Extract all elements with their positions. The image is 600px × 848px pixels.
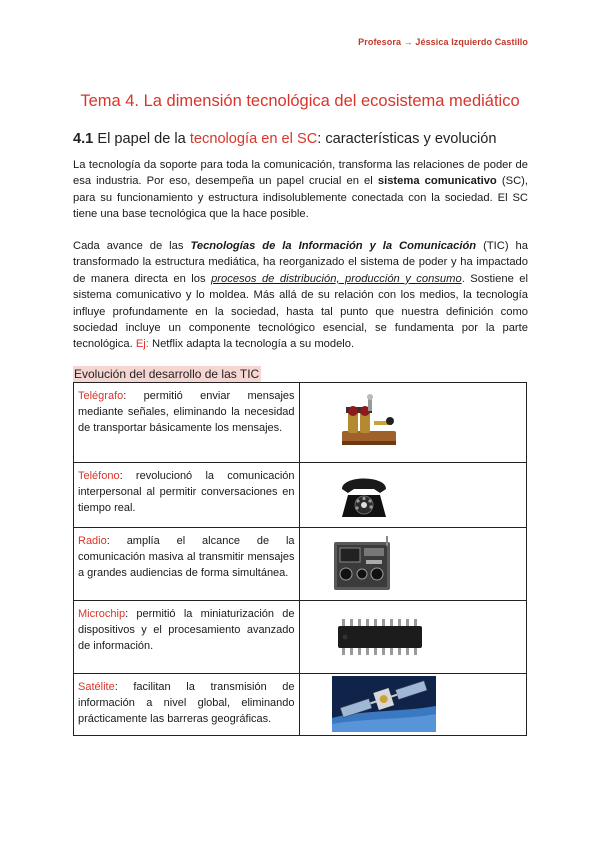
table-cell-image bbox=[299, 601, 526, 674]
term: Telégrafo bbox=[78, 390, 124, 402]
table-cell-description bbox=[74, 674, 300, 736]
table-row bbox=[74, 528, 527, 601]
table-cell-description bbox=[74, 601, 300, 674]
table-cell-image bbox=[299, 528, 526, 601]
paragraph-1 bbox=[73, 157, 528, 223]
section-heading-highlight: tecnología en el SC bbox=[189, 131, 318, 147]
microchip-icon bbox=[336, 619, 428, 655]
example-label: Ej: bbox=[135, 338, 149, 351]
paragraph-2-mid: (TIC) ha transformado la estructura mediática, ha reorganizado el sistema de poder y ha impactado de manera directa en los bbox=[73, 240, 528, 285]
term: Radio bbox=[78, 535, 107, 547]
paragraph-1-bold: sistema comunicativo bbox=[377, 175, 497, 188]
term-description: : revolucionó la comunicación interpersonal al permitir conversaciones en tiempo real. bbox=[78, 470, 295, 514]
table-cell-description bbox=[74, 528, 300, 601]
section-heading-text-before: El papel de la bbox=[93, 131, 190, 147]
table-cell-description bbox=[74, 463, 300, 528]
telegraph-icon bbox=[338, 391, 400, 453]
paragraph-2-underlined: procesos de distribución, producción y consumo bbox=[211, 272, 462, 285]
section-number: 4.1 bbox=[73, 131, 94, 147]
paragraph-1-before: La tecnología da soporte para toda la comunicación, transforma las relaciones de poder de esa industria. Por eso, desempeña un papel crucial en el bbox=[73, 159, 528, 188]
term: Satélite bbox=[78, 681, 115, 693]
paragraph-2 bbox=[73, 238, 528, 353]
paragraph-2-before: Cada avance de las bbox=[73, 240, 191, 252]
table-row bbox=[74, 601, 527, 674]
telephone-icon bbox=[336, 469, 392, 521]
table-cell-image bbox=[299, 674, 526, 736]
term: Microchip bbox=[78, 608, 126, 620]
paragraph-2-bold-italic: Tecnologías de la Información y la Comunicación bbox=[190, 240, 477, 252]
term: Teléfono bbox=[78, 470, 120, 482]
radio-icon bbox=[332, 536, 392, 594]
table-row bbox=[74, 383, 527, 463]
table-row bbox=[74, 674, 527, 736]
table-row bbox=[74, 463, 527, 528]
term-description: : permitió la miniaturización de dispositivos y el procesamiento avanzado de información. bbox=[78, 608, 295, 652]
example-text: Netflix adapta la tecnología a su modelo. bbox=[148, 338, 355, 351]
paragraph-2-after: . Sostiene el sistema comunicativo y lo moldea. Más allá de su relación con los medios, la tecnología influye profundamente en la sociedad, hasta tal punto que nuestra definición como sociedad incluye un componente tecnológico esencial, se fundamenta por la parte tecnológica. bbox=[73, 272, 529, 351]
table-caption: Evolución del desarrollo de las TIC bbox=[74, 367, 260, 381]
section-heading bbox=[73, 131, 533, 147]
term-description: : permitió enviar mensajes mediante señales, eliminando la necesidad de transportar básicamente los mensajes. bbox=[78, 390, 295, 434]
table-cell-image bbox=[299, 383, 526, 463]
paragraph-1-after: (SC), para su funcionamiento y estructura indisolublemente conectada con la sociedad. El SC tiene una base tecnológica que la hace posible. bbox=[73, 175, 528, 221]
table-cell-description bbox=[74, 383, 300, 463]
term-description: : facilitan la transmisión de información a nivel global, eliminando prácticamente las barreras geográficas. bbox=[78, 681, 295, 725]
author-note: Profesora → Jéssica Izquierdo Castillo bbox=[358, 37, 528, 47]
page-title: Tema 4. La dimensión tecnológica del ecosistema mediático bbox=[80, 92, 520, 110]
table-cell-image bbox=[299, 463, 526, 528]
section-heading-text-after: : características y evolución bbox=[317, 131, 497, 147]
satellite-icon bbox=[332, 676, 436, 732]
tic-evolution-table bbox=[73, 382, 527, 736]
term-description: : amplía el alcance de la comunicación masiva al transmitir mensajes a grandes audiencias de forma simultánea. bbox=[78, 535, 295, 579]
